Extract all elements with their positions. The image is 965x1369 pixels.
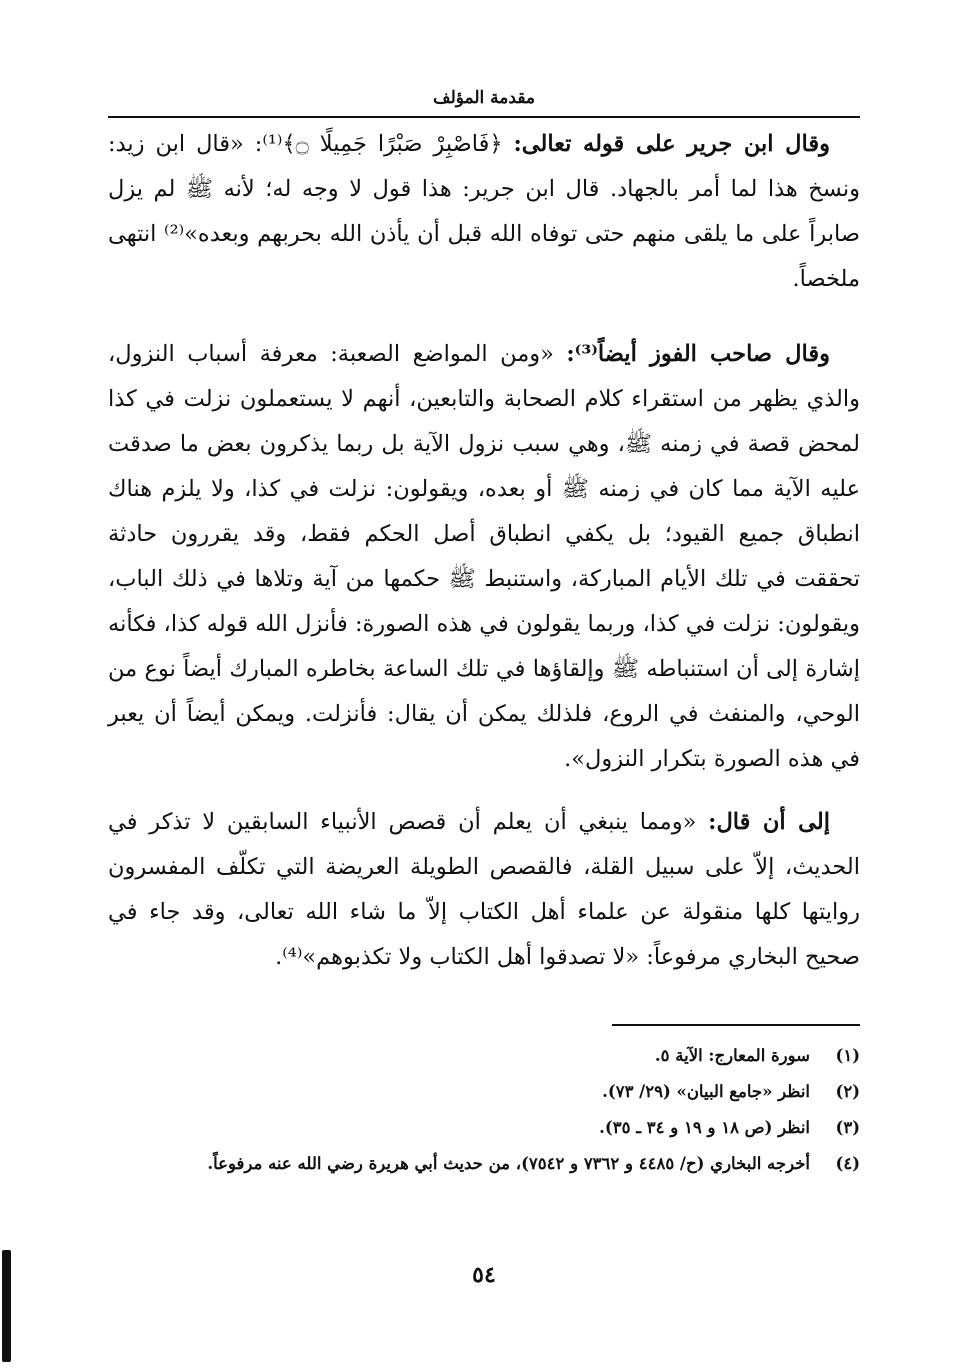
main-text xyxy=(108,122,860,980)
paragraph-ibn-jarir xyxy=(108,122,860,302)
footnote-separator xyxy=(612,1024,860,1026)
paragraph-text: ﴿فَاصْبِرْ صَبْرًا جَمِيلًا ۝﴾⁽¹⁾: «قال ابن زيد: ونسخ هذا لما أمر بالجهاد. قال ابن جرير: هذا قول لا وجه له؛ لأنه ﷺ لم يزل صابراً على ما يلقى منهم حتى توفاه الله قبل أن يأذن الله بحربهم وبعده»⁽²⁾ انتهى ملخصاً. xyxy=(108,131,860,292)
paragraph-text: «ومما ينبغي أن يعلم أن قصص الأنبياء السابقين لا تذكر في الحديث، إلاّ على سبيل القلة، فالقصص الطويلة العريضة التي تكلّف المفسرون روايتها كلها منقولة عن علماء أهل الكتاب إلاّ ما شاء الله تعالى، وقد جاء في صحيح البخاري مرفوعاً: «لا تصدقوا أهل الكتاب ولا تكذبوهم»⁽⁴⁾. xyxy=(108,809,860,970)
paragraph-lead: وقال ابن جرير على قوله تعالى: xyxy=(513,131,830,157)
paragraph-text: «ومن المواضع الصعبة: معرفة أسباب النزول، والذي يظهر من استقراء كلام الصحابة والتابعين، أنهم لا يستعملون نزلت في كذا لمحض قصة في زمنه ﷺ، وهي سبب نزول الآية بل ربما يذكرون بعض ما صدقت عليه الآية مما كان في زمنه ﷺ أو بعده، ويقولون: نزلت في كذا، ولا يلزم هناك انطباق جميع القيود؛ بل يكفي انطباق أصل الحكم فقط، وقد يقررون حادثة تحققت في تلك الأيام المباركة، واستنبط ﷺ حكمها من آية وتلاها في ذلك الباب، ويقولون: نزلت في كذا، وربما يقولون في هذه الصورة: فأنزل الله قوله كذا، فكأنه إشارة إلى أن استنباطه ﷺ وإلقاؤها في تلك الساعة بخاطره المبارك أيضاً نوع من الوحي، والمنفث في الروع، فلذلك يمكن أن يقال: فأنزلت. ويمكن أيضاً أن يعبر في هذه الصورة بتكرار النزول». xyxy=(108,341,860,772)
binding-edge-mark xyxy=(2,1250,11,1362)
footnote-text: أخرجه البخاري (ح/ ٤٤٨٥ و ٧٣٦٢ و ٧٥٤٢)، من حديث أبي هريرة رضي الله عنه مرفوعاً. xyxy=(207,1154,810,1173)
paragraph-lead: وقال صاحب الفوز أيضاً⁽³⁾: xyxy=(566,341,830,367)
running-header-title: مقدمة المؤلف xyxy=(432,88,536,108)
footnote-item xyxy=(108,1146,860,1182)
paragraph-al-fawz xyxy=(108,332,860,782)
page-number: ٥٤ xyxy=(472,1262,496,1288)
footnote-number: (٣) xyxy=(835,1118,860,1137)
footnote-item xyxy=(108,1074,860,1110)
paragraph-ila-an-qal xyxy=(108,800,860,980)
footnote-text: انظر (ص ١٨ و ١٩ و ٣٤ ـ ٣٥). xyxy=(599,1118,810,1137)
footnote-number: (٤) xyxy=(835,1154,860,1173)
footnote-number: (١) xyxy=(835,1046,860,1065)
paragraph-lead: إلى أن قال: xyxy=(708,809,830,835)
footnotes xyxy=(108,1038,860,1182)
footnote-item xyxy=(108,1038,860,1074)
footnote-number: (٢) xyxy=(835,1082,860,1101)
footnote-item xyxy=(108,1110,860,1146)
footnote-text: سورة المعارج: الآية ٥. xyxy=(654,1046,810,1065)
header-rule xyxy=(108,116,860,118)
footnote-text: انظر «جامع البيان» (٢٩/ ٧٣). xyxy=(602,1082,810,1101)
